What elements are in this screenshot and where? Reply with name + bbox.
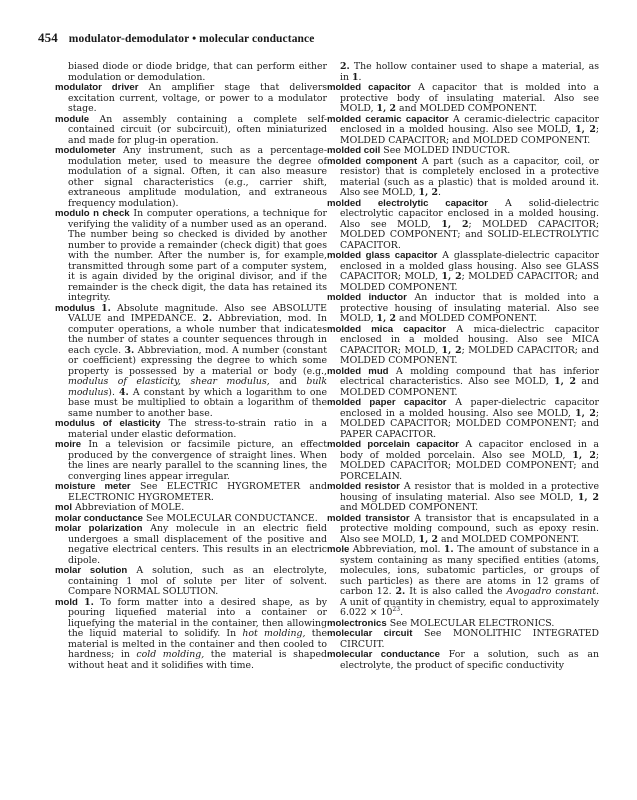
glossary-entry — [55, 566, 327, 598]
sense-number: 2. — [202, 313, 213, 324]
entry-term: molar polarization — [55, 523, 143, 534]
glossary-entry — [327, 482, 599, 514]
entry-term: molded transistor — [327, 512, 410, 524]
definition-text: A solid-dielectric electrolytic capacitor enclosed in a molded housing. Also see MOLD, — [340, 197, 599, 230]
definition-text: An amplifier stage that delivers excitation current, voltage, or power to a modulator stage. — [68, 82, 327, 114]
definition-text: Any instrument, such as a percentage-modulation meter, used to measure the degree of modulation of a signal. Often, it can also measure other signal characteristics (e.g., carrier shift, extraneous amplitude modulation, and extraneous frequency modulation). — [68, 145, 327, 209]
definition-text: the material is shaped without heat and it solidifies with time. — [68, 649, 327, 671]
sense-number: 1, 2 — [376, 313, 397, 324]
definition-text: A capacitor enclosed in a body of molded porcelain. Also see MOLD, — [340, 439, 599, 461]
sense-number: 4. — [119, 386, 129, 398]
definition-text: Abbreviation, mod. A number (constant or coefficient) expressing the degree to which some property is possessed by a material or body (e.g., — [68, 344, 327, 377]
right-column — [327, 62, 599, 671]
definition-text: A molding compound that has inferior electrical characteristics. Also see MOLD, — [340, 365, 599, 387]
definition-text: A ceramic-dielectric capacitor enclosed in a molded housing. Also see MOLD, — [340, 113, 599, 135]
definition-text: A constant by which a logarithm to one base must be multiplied to obtain a logarithm of the same number to another base. — [68, 386, 327, 419]
glossary-entry — [327, 251, 599, 293]
glossary-entry — [327, 629, 599, 650]
sense-number: 1. — [443, 544, 454, 555]
glossary-entry — [327, 115, 599, 147]
italic-text: hot molding, — [242, 628, 306, 639]
sense-number: 1, 2 — [577, 491, 599, 503]
glossary-entry — [55, 209, 327, 304]
glossary-entry — [327, 545, 599, 619]
entry-term: modulator driver — [55, 82, 139, 93]
definition-text: Abbreviation, mol. — [352, 544, 444, 555]
definition-text: ; MOLDED CAPACITOR; and MOLDED COMPONENT. — [340, 344, 599, 366]
entry-term: molded electrolytic capacitor — [327, 197, 488, 209]
sense-number: 2. — [395, 586, 406, 597]
italic-text: bulk modulus — [68, 376, 327, 398]
page-header — [38, 30, 314, 46]
entry-term: modulus of elasticity — [55, 418, 161, 429]
definition-text: ; MOLDED CAPACITOR; MOLDED COMPONENT; and SOLID-ELECTROLYTIC CAPACITOR. — [340, 218, 599, 251]
entry-term: molar conductance — [55, 512, 143, 524]
glossary-entry — [327, 157, 599, 199]
entry-term: molded mica capacitor — [327, 323, 446, 335]
entry-term: molded ceramic capacitor — [327, 113, 449, 125]
entry-continuation — [55, 62, 327, 83]
definition-text: A transistor that is encapsulated in a protective molding compound, such as epoxy resin. Also see MOLD, — [340, 512, 599, 545]
definition-text: Any molecule in an electric field undergoes a small displacement of the positive and negative electrical centers. This results in an electric dipole. — [68, 523, 327, 566]
glossary-entry — [55, 146, 327, 209]
entry-term: molecular conductance — [327, 649, 440, 660]
sense-number: 1, 2 — [441, 218, 469, 230]
sense-number: 1. — [84, 596, 94, 608]
glossary-entry — [327, 325, 599, 367]
definition-text: See MONOLITHIC INTEGRATED CIRCUIT. — [340, 628, 600, 650]
entry-term: mold — [55, 596, 78, 608]
left-column — [55, 62, 327, 671]
definition-text: the material is melted in the container and then cooled to hardness; in — [68, 628, 328, 660]
entry-term: modulus — [55, 302, 95, 314]
definition-text: A unit of quantity in chemistry, equal to approximately 6.022 × 10 — [340, 596, 599, 618]
glossary-entry — [55, 115, 327, 147]
definition-text: The stress-to-strain ratio in a material under elastic deformation. — [68, 418, 327, 440]
definition-text: A resistor that is molded in a protective housing of insulating material. Also see MOLD, — [340, 481, 599, 503]
entry-term: molded glass capacitor — [327, 250, 438, 261]
definition-text: In a television or facsimile picture, an effect produced by the convergence of straight lines. When the lines are nearly parallel to the scanning lines, the converging lines appear irregular. — [68, 439, 327, 482]
page-number: 454 — [38, 30, 58, 45]
definition-text: A solution, such as an electrolyte, containing 1 mol of solute per liter of solvent. Compare NORMAL SOLUTION. — [68, 565, 327, 597]
definition-text: A part (such as a capacitor, coil, or resistor) that is completely enclosed in a protective material (such as a plastic) that is molded around it. Also see MOLD, — [340, 155, 599, 198]
definition-text: ; MOLDED CAPACITOR; MOLDED COMPONENT; and PORCELAIN. — [340, 449, 599, 482]
glossary-entry — [327, 440, 599, 482]
sense-number: 1, 2 — [441, 344, 462, 356]
definition-text: A paper-dielectric capacitor enclosed in a molded housing. Also see MOLD, — [340, 397, 599, 419]
glossary-entry — [55, 440, 327, 482]
entry-term: molar solution — [55, 565, 128, 576]
sense-number: 1, 2 — [376, 103, 397, 114]
sense-number: 1, 2 — [575, 407, 596, 419]
entry-term: molecular circuit — [327, 628, 413, 639]
entry-term: mol — [55, 502, 73, 513]
glossary-entry — [55, 83, 327, 115]
glossary-entry — [327, 650, 599, 671]
definition-text: and MOLDED COMPONENT. — [396, 313, 538, 324]
definition-text: It is also called the — [405, 586, 507, 597]
glossary-entry — [55, 419, 327, 440]
definition-text: ; MOLDED CAPACITOR; MOLDED COMPONENT; and PAPER CAPACITOR. — [340, 407, 599, 440]
sense-number: 1, 2 — [554, 376, 577, 387]
entry-term: molectronics — [327, 617, 387, 629]
definition-text: An assembly containing a complete self-contained circuit (or subcircuit), often miniaturized and made for plug-in operation. — [68, 113, 327, 146]
definition-text: and — [269, 376, 307, 387]
definition-text: The amount of substance in a system containing as many specified entities (atoms, molecules, ions, subatomic particles, or groups of such particles) as there are atoms in 12 grams of carbon 12. — [340, 544, 599, 597]
definition-text: The hollow container used to shape a material, as in — [340, 61, 599, 83]
entry-term: molded paper capacitor — [327, 397, 447, 408]
entry-term: molded component — [327, 155, 418, 167]
definition-text: and MOLDED COMPONENT. — [396, 103, 538, 114]
sense-number: 1 — [351, 71, 359, 83]
sense-number: 1, 2 — [418, 187, 438, 198]
definition-text: and MOLDED COMPONENT. — [340, 502, 479, 513]
definition-text: A mica-dielectric capacitor enclosed in a molded housing. Also see MICA CAPACITOR; MOLD, — [340, 323, 599, 356]
definition-text: Abbreviation of MOLE. — [75, 502, 185, 513]
definition-text: . — [400, 607, 404, 618]
entry-term: molded mud — [327, 365, 389, 377]
definition-text: See ELECTRIC HYGROMETER and ELECTRONIC HYGROMETER. — [68, 481, 327, 503]
definition-text: . — [438, 187, 441, 198]
entry-term: molded porcelain capacitor — [327, 439, 459, 450]
definition-text: and MOLDED COMPONENT. — [438, 533, 580, 545]
sense-number: 1, 2 — [418, 533, 438, 545]
glossary-entry — [55, 482, 327, 503]
entry-term: molded capacitor — [327, 82, 411, 93]
glossary-entry — [327, 514, 599, 546]
entry-term: mole — [327, 544, 350, 555]
definition-text: An inductor that is molded into a protective housing of insulating material. Also see MOLD, — [340, 292, 599, 324]
definition-text: In computer operations, a technique for verifying the validity of a number used as an operand. The number being so checked is divided by another number to provide a remainder (check digit) that goes with the number. After the number is, for example, transmitted through some part of a computer system, it is again divided by the original divisor, and if the remainder is the check digit, the data has retained its integrity. — [68, 208, 327, 303]
entry-term: modulo n check — [55, 208, 130, 219]
entry-term: molded resistor — [327, 481, 400, 492]
glossary-entry — [55, 304, 327, 420]
sense-number: 1, 2 — [572, 449, 596, 461]
entry-term: moisture meter — [55, 481, 131, 492]
entry-term: moire — [55, 439, 82, 450]
definition-text: Abbreviation, mod. In computer operations, a whole number that indicates the number of states a counter sequences through in each cycle. — [68, 313, 327, 356]
glossary-entry — [327, 293, 599, 325]
italic-text: Avogadro constant. — [506, 586, 599, 597]
sense-number: 2. — [340, 61, 350, 72]
entry-term: molded coil — [327, 145, 381, 156]
definition-text: See MOLDED INDUCTOR. — [383, 145, 511, 156]
glossary-entry — [55, 524, 327, 566]
italic-text: cold molding, — [136, 649, 205, 660]
glossary-entry — [327, 367, 599, 399]
definition-text: . — [358, 71, 362, 83]
entry-continuation — [327, 62, 599, 83]
definition-text: See MOLECULAR ELECTRONICS. — [389, 617, 555, 629]
entry-term: modulometer — [55, 145, 116, 156]
definition-text: To form matter into a desired shape, as by pouring liquefied material into a container or liquefying the material in the container, then allowing the liquid material to solidify. In — [68, 596, 327, 639]
running-head: modulator-demodulator • molecular conductance — [68, 33, 315, 45]
sense-number: 1, 2 — [441, 271, 462, 282]
glossary-entry — [327, 199, 599, 252]
definition-text: and MOLDED COMPONENT. — [340, 376, 599, 398]
glossary-entry — [327, 83, 599, 115]
definition-text: A capacitor that is molded into a protective body of insulating material. Also see MOLD, — [340, 82, 599, 114]
sense-number: 1, 2 — [575, 124, 596, 135]
entry-term: module — [55, 113, 90, 125]
glossary-entry — [327, 398, 599, 440]
definition-text: A glassplate-dielectric capacitor enclosed in a molded glass housing. Also see GLASS CAPACITOR; MOLD, — [340, 250, 599, 282]
definition-text: ). — [108, 386, 120, 398]
superscript: 23 — [392, 605, 401, 613]
sense-number: 3. — [124, 344, 135, 356]
entry-term: molded inductor — [327, 292, 407, 303]
italic-text: modulus of elasticity, shear modulus, — [68, 376, 270, 387]
definition-text: ; MOLDED CAPACITOR; and MOLDED COMPONENT. — [340, 124, 599, 146]
sense-number: 1. — [101, 302, 111, 314]
definition-text: ; MOLDED CAPACITOR; and MOLDED COMPONENT. — [340, 271, 599, 293]
glossary-entry — [55, 598, 327, 672]
definition-text: Absolute magnitude. Also see ABSOLUTE VALUE and IMPEDANCE. — [68, 302, 327, 324]
definition-text: biased diode or diode bridge, that can perform either modulation or demodulation. — [68, 61, 327, 83]
definition-text: See MOLECULAR CONDUCTANCE. — [145, 512, 318, 524]
definition-text: For a solution, such as an electrolyte, the product of specific conductivity — [340, 649, 599, 671]
